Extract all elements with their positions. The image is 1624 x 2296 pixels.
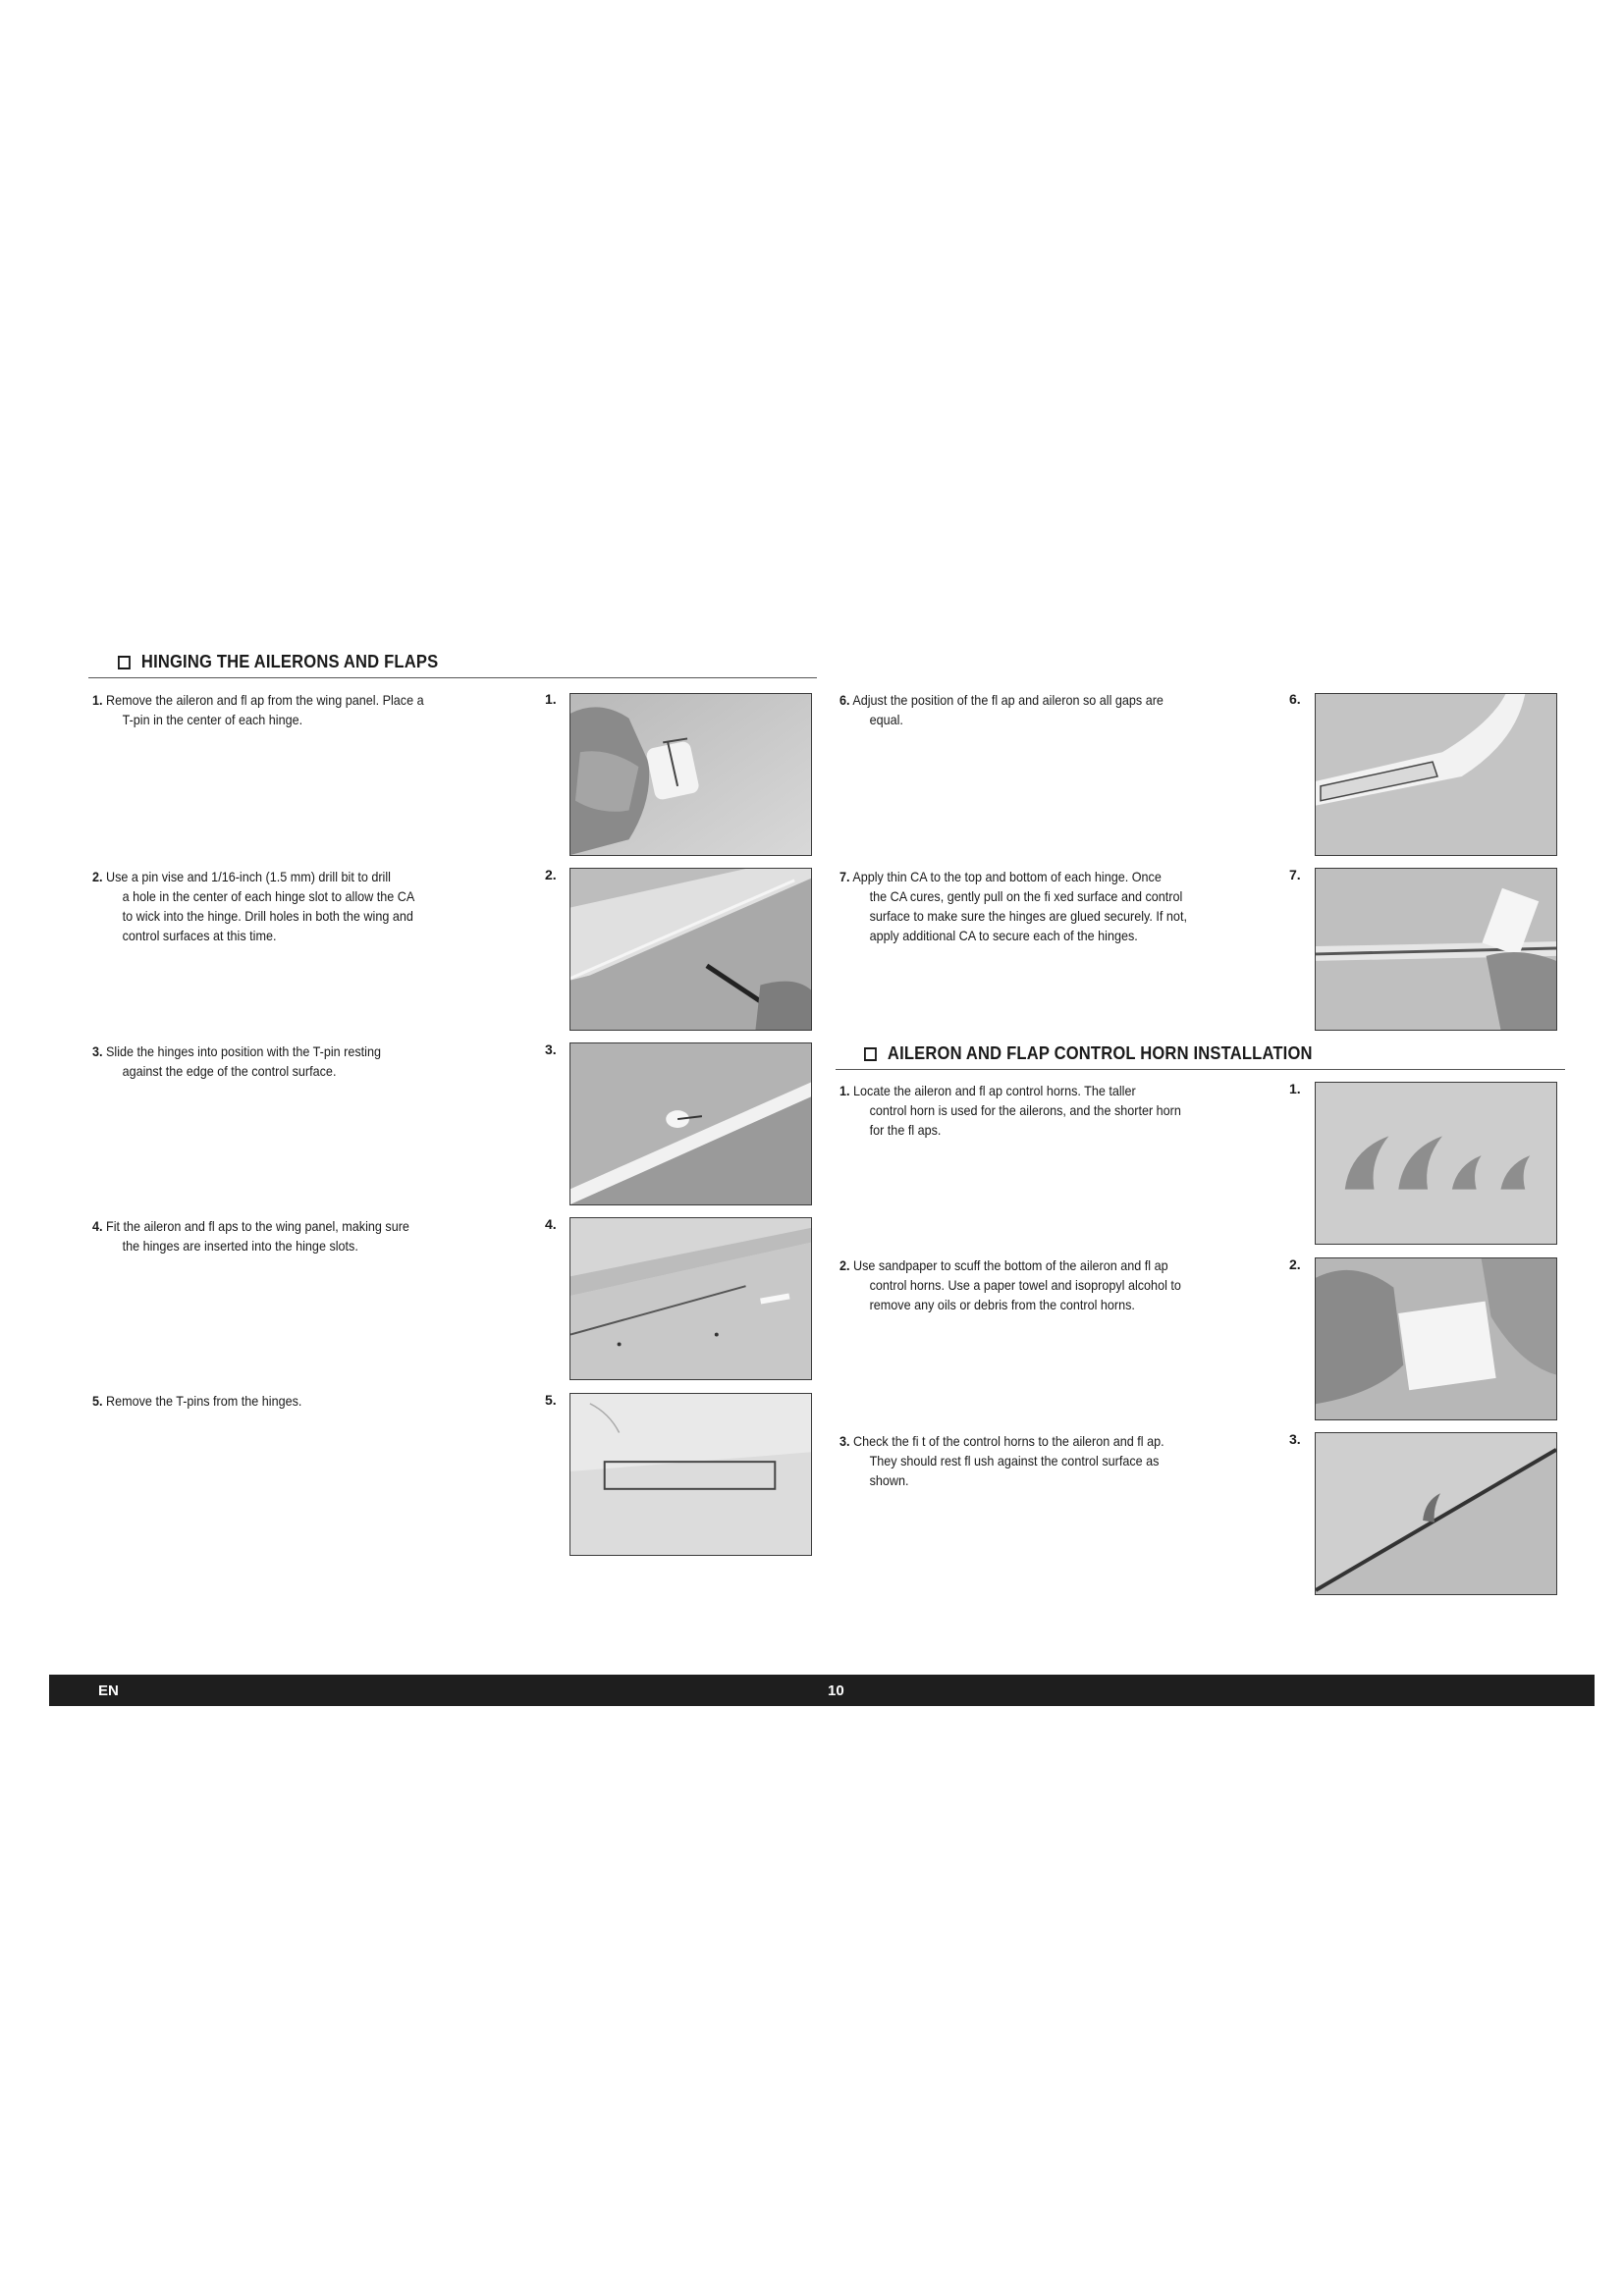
photo-drilling-hinge-slot: [569, 868, 812, 1031]
photo-fitting-aileron: [569, 1217, 812, 1380]
photo-control-horns: [1315, 1082, 1557, 1245]
step-1: [92, 690, 424, 729]
step-text-continued: equal.: [869, 712, 903, 727]
photo-applying-ca: [1315, 868, 1557, 1031]
section-title-control-horn: [864, 1043, 1313, 1064]
photo-label: 3.: [545, 1041, 557, 1057]
step-text: Use a pin vise and 1/16-inch (1.5 mm) drill bit to drill: [106, 869, 391, 884]
step-number: 1.: [839, 1083, 850, 1098]
section-title-text: AILERON AND FLAP CONTROL HORN INSTALLATION: [887, 1043, 1313, 1063]
checkbox-icon[interactable]: [118, 656, 131, 669]
step-4: [92, 1216, 409, 1255]
step-text-continued: T-pin in the center of each hinge.: [122, 712, 303, 727]
step-number: 2.: [839, 1257, 850, 1273]
step-2: [92, 867, 414, 945]
step-text: Remove the T-pins from the hinges.: [106, 1393, 302, 1409]
photo-sanding-horns: [1315, 1257, 1557, 1420]
section-divider: [836, 1069, 1565, 1070]
photo-label: 5.: [545, 1392, 557, 1408]
page-footer: [49, 1675, 1595, 1706]
horn-step-1: [839, 1081, 1181, 1140]
photo-hinged-surface: [569, 1393, 812, 1556]
photo-label: 1.: [545, 691, 557, 707]
step-text-continued: the CA cures, gently pull on the fi xed surface and control surface to make sure the hinges are glued securely. If not, apply additional CA to secure each of the hinges.: [869, 888, 1187, 943]
step-6: [839, 690, 1164, 729]
section-title-hinging: [118, 652, 438, 672]
photo-label: 2.: [1289, 1256, 1301, 1272]
step-text-continued: the hinges are inserted into the hinge slots.: [122, 1238, 358, 1254]
step-3: [92, 1041, 381, 1081]
step-5: [92, 1391, 301, 1411]
checkbox-icon[interactable]: [864, 1047, 877, 1061]
step-number: 3.: [839, 1433, 850, 1449]
photo-label: 1.: [1289, 1081, 1301, 1096]
step-text-continued: control horns. Use a paper towel and isopropyl alcohol to remove any oils or debris from the control horns.: [869, 1277, 1181, 1312]
section-divider: [88, 677, 817, 678]
photo-label: 7.: [1289, 867, 1301, 882]
section-title-text: HINGING THE AILERONS AND FLAPS: [140, 652, 439, 671]
step-number: 4.: [92, 1218, 103, 1234]
step-text: Fit the aileron and fl aps to the wing panel, making sure: [106, 1218, 409, 1234]
photo-tpin-in-hinge: [569, 693, 812, 856]
step-text: Check the fi t of the control horns to the aileron and fl ap.: [853, 1433, 1164, 1449]
page-number: 10: [828, 1682, 844, 1699]
step-text-continued: against the edge of the control surface.: [122, 1063, 337, 1079]
photo-adjusting-gaps: [1315, 693, 1557, 856]
step-text: Slide the hinges into position with the T-pin resting: [106, 1043, 381, 1059]
step-7: [839, 867, 1187, 945]
step-text-continued: They should rest fl ush against the control surface as shown.: [869, 1453, 1160, 1488]
step-text-continued: a hole in the center of each hinge slot to allow the CA to wick into the hinge. Drill holes in both the wing and control surfaces at this time.: [122, 888, 415, 943]
photo-label: 2.: [545, 867, 557, 882]
photo-hinge-with-tpin: [569, 1042, 812, 1205]
step-number: 2.: [92, 869, 103, 884]
step-text: Locate the aileron and fl ap control horns. The taller: [853, 1083, 1136, 1098]
photo-horn-fit-check: [1315, 1432, 1557, 1595]
language-label: EN: [98, 1682, 119, 1699]
step-text: Use sandpaper to scuff the bottom of the aileron and fl ap: [853, 1257, 1168, 1273]
step-number: 6.: [839, 692, 850, 708]
step-number: 5.: [92, 1393, 103, 1409]
photo-label: 3.: [1289, 1431, 1301, 1447]
step-text: Apply thin CA to the top and bottom of each hinge. Once: [852, 869, 1162, 884]
step-number: 7.: [839, 869, 850, 884]
step-text: Remove the aileron and fl ap from the wing panel. Place a: [106, 692, 424, 708]
horn-step-2: [839, 1255, 1181, 1314]
step-text: Adjust the position of the fl ap and aileron so all gaps are: [852, 692, 1164, 708]
step-text-continued: control horn is used for the ailerons, and the shorter horn for the fl aps.: [869, 1102, 1181, 1138]
photo-label: 6.: [1289, 691, 1301, 707]
step-number: 1.: [92, 692, 103, 708]
step-number: 3.: [92, 1043, 103, 1059]
photo-label: 4.: [545, 1216, 557, 1232]
horn-step-3: [839, 1431, 1164, 1490]
